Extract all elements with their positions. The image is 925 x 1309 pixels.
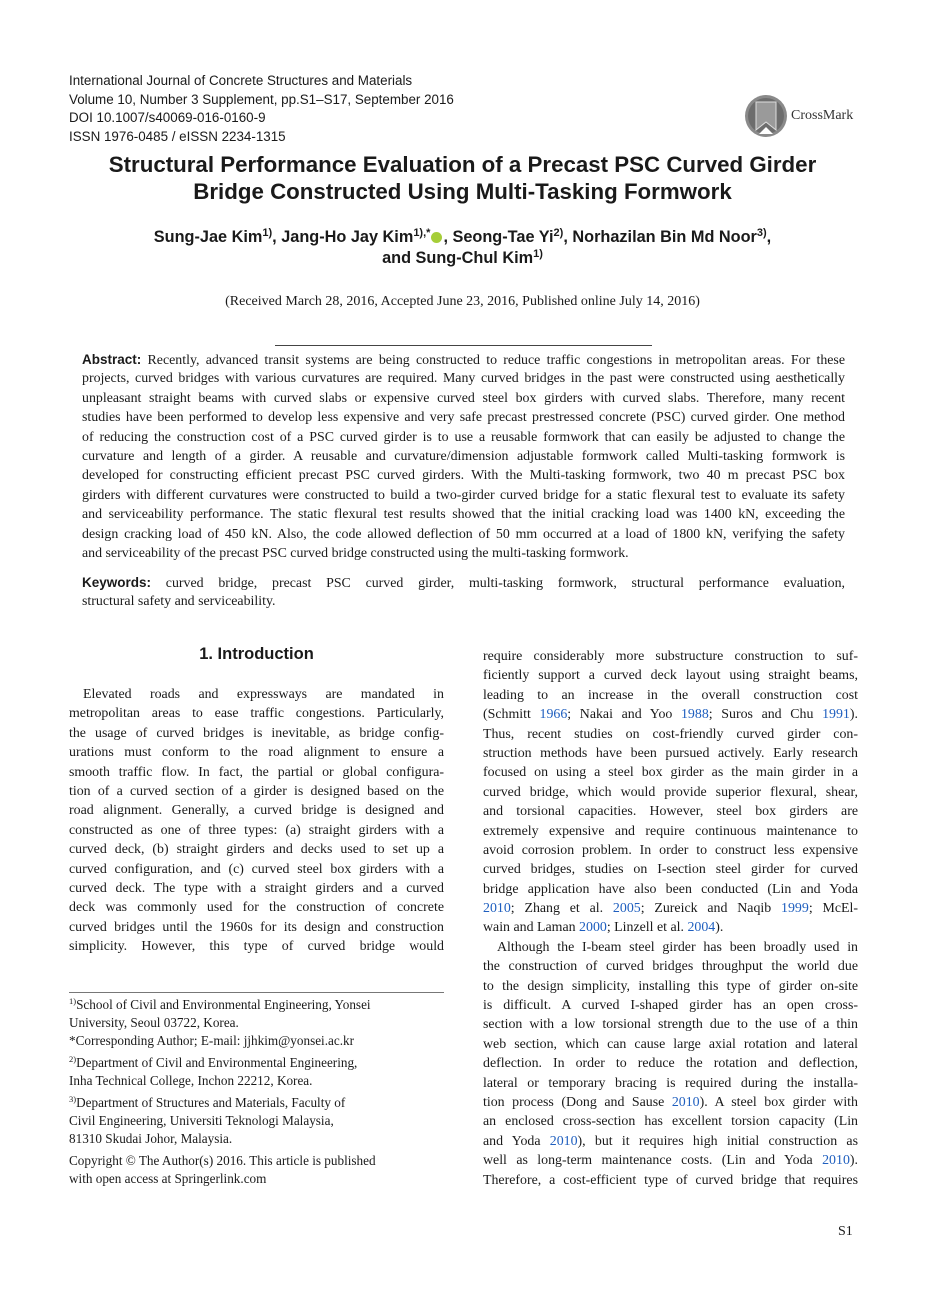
text-line: [69, 821, 444, 840]
doi[interactable]: DOI 10.1007/s40069-016-0160-9: [69, 110, 266, 126]
text-line: [82, 389, 845, 408]
journal-name: International Journal of Concrete Structures and Materials: [69, 73, 413, 88]
section-heading: 1. Introduction: [199, 645, 314, 663]
text-line: [82, 544, 845, 563]
page-number: S1: [838, 1224, 853, 1239]
footnote-affiliation-3: [69, 1094, 376, 1148]
citation-link[interactable]: 2010: [549, 1133, 578, 1149]
text-line: [69, 801, 444, 820]
text-line: [483, 1074, 858, 1093]
text-line: [483, 725, 858, 744]
copyright-text: Copyright © The Author(s) 2016. This article is published: [69, 1153, 376, 1168]
footnote-text: Department of Civil and Environmental Engineering,: [76, 1055, 358, 1070]
footnote-mark: 3): [69, 1094, 77, 1104]
text-line: [483, 977, 858, 996]
text-span: deck was commonly used for the construction of concrete: [69, 900, 444, 916]
text-span: lateral or temporary bracing is required during the installa-: [483, 1075, 858, 1091]
affiliation-mark: 1),*: [413, 227, 431, 239]
footnotes: [69, 996, 376, 1192]
author-list: Sung-Jae Kim$^{1)}$, Jang-Ho Jay Kim$^{1),*}$ , Seong-Tae Yi$^{2)}$, Norhazilan Bin Md Noor$^{3)}$, and Sung-Chul Kim$^{1)}$: [153, 227, 772, 267]
footnote-mark: 2): [69, 1054, 77, 1064]
text-span: urations must conform to the road alignment to ensure a: [69, 745, 444, 761]
text-span: an enclosed cross-section has excellent torsion capacity (Lin: [483, 1114, 858, 1130]
footnote-text: Department of Structures and Materials, Faculty of: [76, 1095, 346, 1110]
text-line: [483, 783, 858, 802]
text-span: struction methods have been pursued actively. Early research: [483, 745, 858, 761]
text-line: [82, 486, 845, 505]
text-line: [82, 350, 845, 369]
text-line: [483, 1171, 858, 1190]
author[interactable]: Norhazilan Bin Md Noor: [572, 228, 757, 246]
citation-link[interactable]: 2000: [579, 920, 607, 936]
text-line: [483, 763, 858, 782]
text-span: girders with different curvatures were constructed to build a two-girder curved bridge for a static flexural test to evaluate its safety: [82, 487, 845, 503]
text-span: ; Zureick and Naqib: [640, 901, 782, 917]
text-span: curved bridge, which would provide superior flexural, shear,: [483, 784, 858, 800]
text-span: ), but it requires high initial construction as: [577, 1133, 859, 1149]
text-span: curved deck. The type with a straight girders and a curved: [69, 880, 444, 896]
text-span: structural safety and serviceability.: [82, 594, 276, 610]
affiliation-mark: 3): [756, 227, 767, 239]
author[interactable]: and Sung-Chul Kim: [382, 249, 534, 267]
text-span: ).: [715, 920, 724, 936]
text-line: [483, 1035, 858, 1054]
text-line: [483, 822, 858, 841]
text-span: projects, curved bridges with various curvatures are required. Many curved bridges in the past were constructed using aesthetically: [82, 371, 845, 387]
text-line: [82, 408, 845, 427]
text-line: [82, 369, 845, 388]
keywords: [82, 573, 845, 612]
text-line: [483, 841, 858, 860]
text-line: [483, 1132, 858, 1151]
text-span: and serviceability performance. The static flexural test results showed that the initial cracking load was 1400 kN, exceeding the: [82, 507, 845, 523]
orcid-icon[interactable]: [431, 232, 442, 243]
text-line: [82, 428, 845, 447]
paper-title: [40, 151, 885, 205]
text-span: curved bridges until the 1960s for its design and construction: [69, 919, 444, 935]
citation-link[interactable]: 2004: [687, 920, 716, 936]
title-line: Structural Performance Evaluation of a Precast PSC Curved Girder: [108, 152, 817, 177]
citation-link[interactable]: 2010: [483, 901, 511, 917]
text-line: [69, 763, 444, 782]
text-span: ; Nakai and Yoo: [567, 707, 681, 723]
text-span: curved bridges, studies on I-section steel girder for curved: [483, 862, 858, 878]
text-line: [82, 592, 845, 611]
text-line: [483, 647, 858, 666]
text-line: [82, 505, 845, 524]
text-span: metropolitan areas to ease traffic congestions. Particularly,: [69, 706, 444, 722]
text-span: wain and Laman: [483, 920, 580, 936]
text-line: [483, 996, 858, 1015]
text-span: curved deck, (b) straight girders and decks used to set up a: [69, 842, 444, 858]
text-line: [483, 666, 858, 685]
text-line: [69, 743, 444, 762]
text-line: [483, 860, 858, 879]
text-line: [483, 1015, 858, 1034]
footnote-text: School of Civil and Environmental Engineering, Yonsei: [76, 997, 371, 1012]
text-line: [69, 724, 444, 743]
corresponding-author-email[interactable]: *Corresponding Author; E-mail: jjhkim@yonsei.ac.kr: [69, 1033, 355, 1048]
text-line: [483, 802, 858, 821]
text-span: ; McEl-: [808, 901, 858, 917]
copyright-notice: [69, 1152, 376, 1188]
text-span: tion process (Dong and Sause: [483, 1094, 672, 1110]
divider: [275, 345, 652, 346]
text-span: curvature and length of a girder. A reusable and curvature/dimension adjustable formwork called Multi-tasking formwork is: [82, 448, 845, 464]
text-span: ).: [849, 1153, 858, 1169]
text-span: unpleasant straight beams with curved slabs or expensive curved steel box girders with curved slabs. Therefore, many recent: [82, 390, 845, 406]
text-line: [69, 898, 444, 917]
volume-info: Volume 10, Number 3 Supplement, pp.S1–S17, September 2016: [69, 91, 454, 107]
text-span: to the design simplicity, installing this type of girder on-site: [483, 978, 858, 994]
text-span: design cracking load of 450 kN. Also, the code allowed deflection of 50 mm occurred at a load of 1800 kN, verifying the safety: [82, 526, 845, 542]
text-line: [82, 447, 845, 466]
text-line: [483, 957, 858, 976]
text-span: the usage of curved bridges is inevitable, as bridge config-: [69, 725, 444, 741]
text-line: [82, 466, 845, 485]
text-span: Recently, advanced transit systems are being constructed to reduce traffic congestions in metropolitan areas. For these: [141, 353, 845, 368]
text-span: web section, which can cause large axial rotation and lateral: [483, 1036, 858, 1052]
text-span: Therefore, a cost-efficient type of curved bridge that requires: [483, 1172, 858, 1188]
text-span: require considerably more substructure construction to suf-: [483, 649, 858, 664]
section-label: Abstract:: [82, 352, 142, 367]
text-line: [483, 1151, 858, 1170]
text-span: and torsional capacities. However, steel box girders are: [483, 804, 858, 820]
text-span: is difficult. A curved I-shaped girder has an open cross-: [483, 998, 858, 1014]
text-span: simplicity. However, this type of curved bridge would: [69, 939, 444, 955]
text-span: ).: [849, 707, 858, 723]
publication-dates: (Received March 28, 2016, Accepted June 23, 2016, Published online July 14, 2016): [225, 294, 700, 309]
text-span: curved bridge, precast PSC curved girder, multi-tasking formwork, structural performance evaluation,: [151, 576, 845, 591]
text-line: [483, 744, 858, 763]
journal-header: [69, 72, 454, 147]
issn: ISSN 1976-0485 / eISSN 2234-1315: [69, 129, 286, 145]
text-span: focused on using a steel box girder as the main girder in a: [483, 765, 858, 781]
text-span: road alignment. Generally, a curved bridge is designed and: [69, 803, 444, 819]
author[interactable]: Sung-Jae Kim: [153, 228, 263, 246]
abstract: [82, 350, 845, 563]
text-span: smooth traffic flow. In fact, the partial or global configura-: [69, 764, 444, 780]
text-span: curved configuration, and (c) curved steel box girders with a: [69, 861, 444, 877]
affiliation-mark: 1): [533, 248, 543, 260]
text-line: [483, 1054, 858, 1073]
footnote-affiliation-1: [69, 996, 376, 1050]
text-line: [483, 899, 858, 918]
text-span: constructed as one of three types: (a) straight girders with a: [69, 822, 444, 838]
text-span: of reducing the construction cost of a PSC curved girder is to use a reusable formwork that can easily be adjusted to change the: [82, 429, 845, 445]
text-line: [82, 573, 845, 592]
footnote-text: University, Seoul 03722, Korea.: [69, 1015, 239, 1030]
citation-link[interactable]: 2010: [822, 1153, 850, 1169]
text-span: ; Suros and Chu: [708, 707, 823, 723]
crossmark-badge[interactable]: [744, 94, 853, 138]
footnote-text: Inha Technical College, Inchon 22212, Korea.: [69, 1073, 313, 1088]
text-span: and Yoda: [483, 1133, 550, 1149]
text-line: [483, 1093, 858, 1112]
intro-left-column: [69, 685, 444, 956]
citation-link[interactable]: 1966: [539, 707, 568, 723]
text-line: [69, 685, 444, 704]
text-span: Elevated roads and expressways are mandated in: [83, 687, 444, 702]
text-line: [483, 1112, 858, 1131]
text-line: [483, 938, 858, 957]
author[interactable]: Jang-Ho Jay Kim: [281, 228, 414, 246]
text-line: [69, 704, 444, 723]
text-line: [69, 937, 444, 956]
text-span: ; Zhang et al.: [510, 901, 613, 917]
affiliation-mark: 2): [553, 227, 564, 239]
text-line: [69, 840, 444, 859]
footnote-divider: [69, 992, 444, 993]
text-span: studies have been performed to develop less expensive and very safe precast prestressed concrete (PSC) curved girder. One method: [82, 410, 845, 426]
text-span: extremely expensive and require continuous maintenance to: [483, 823, 858, 839]
text-span: avoid corrosion problem. In order to construct less expensive: [483, 842, 858, 858]
text-span: section with a low torsional strength due to the use of a thin: [483, 1017, 858, 1033]
text-span: Thus, recent studies on cost-friendly curved girder con-: [483, 726, 858, 742]
text-span: ficiently support a curved deck layout using straight beams,: [483, 668, 858, 684]
footnote-text: Civil Engineering, Universiti Teknologi Malaysia,: [69, 1113, 334, 1128]
author[interactable]: Seong-Tae Yi: [452, 228, 554, 246]
title-line: Bridge Constructed Using Multi-Tasking Formwork: [193, 179, 732, 204]
footnote-affiliation-2: [69, 1054, 376, 1090]
affiliation-mark: 1): [262, 227, 273, 239]
citation-link[interactable]: 2010: [671, 1094, 700, 1110]
citation-link[interactable]: 1999: [781, 901, 809, 917]
copyright-text[interactable]: with open access at Springerlink.com: [69, 1171, 267, 1186]
text-line: [483, 705, 858, 724]
crossmark-icon: [744, 94, 788, 138]
footnote-text: 81310 Skudai Johor, Malaysia.: [69, 1131, 233, 1146]
text-line: [69, 879, 444, 898]
text-span: (Schmitt: [483, 707, 540, 723]
text-span: well as long-term maintenance costs. (Lin and Yoda: [483, 1153, 823, 1169]
text-span: ; Linzell et al.: [606, 920, 688, 936]
citation-link[interactable]: 1988: [680, 707, 709, 723]
text-span: and serviceability of the precast PSC curved bridge constructed using the multi-tasking formwork.: [82, 545, 629, 561]
text-line: [483, 918, 858, 937]
text-line: [69, 918, 444, 937]
text-line: [82, 525, 845, 544]
text-span: ). A steel box girder with: [699, 1094, 858, 1110]
text-span: leading to an increase in the overall construction cost: [483, 687, 858, 703]
intro-right-column: [483, 647, 858, 1190]
section-label: Keywords:: [82, 575, 152, 590]
text-line: [483, 686, 858, 705]
crossmark-label: CrossMark: [791, 108, 854, 123]
text-span: Although the I-beam steel girder has been broadly used in: [497, 939, 858, 955]
text-line: [69, 782, 444, 801]
text-span: bridge application have also been conducted (Lin and Yoda: [483, 881, 858, 897]
text-span: developed for constructing efficient precast PSC curved girders. With the Multi-tasking formwork, two 40 m precast PSC box: [82, 468, 845, 484]
citation-link[interactable]: 2005: [612, 901, 641, 917]
text-line: [483, 880, 858, 899]
footnote-mark: 1): [69, 996, 77, 1006]
text-span: tion of a curved section of a girder is designed based on the: [69, 783, 444, 799]
text-span: the construction of curved bridges throughput the world due: [483, 959, 858, 975]
text-line: [69, 860, 444, 879]
citation-link[interactable]: 1991: [822, 707, 850, 723]
text-span: deflection. In order to reduce the rotation and deflection,: [483, 1056, 858, 1072]
